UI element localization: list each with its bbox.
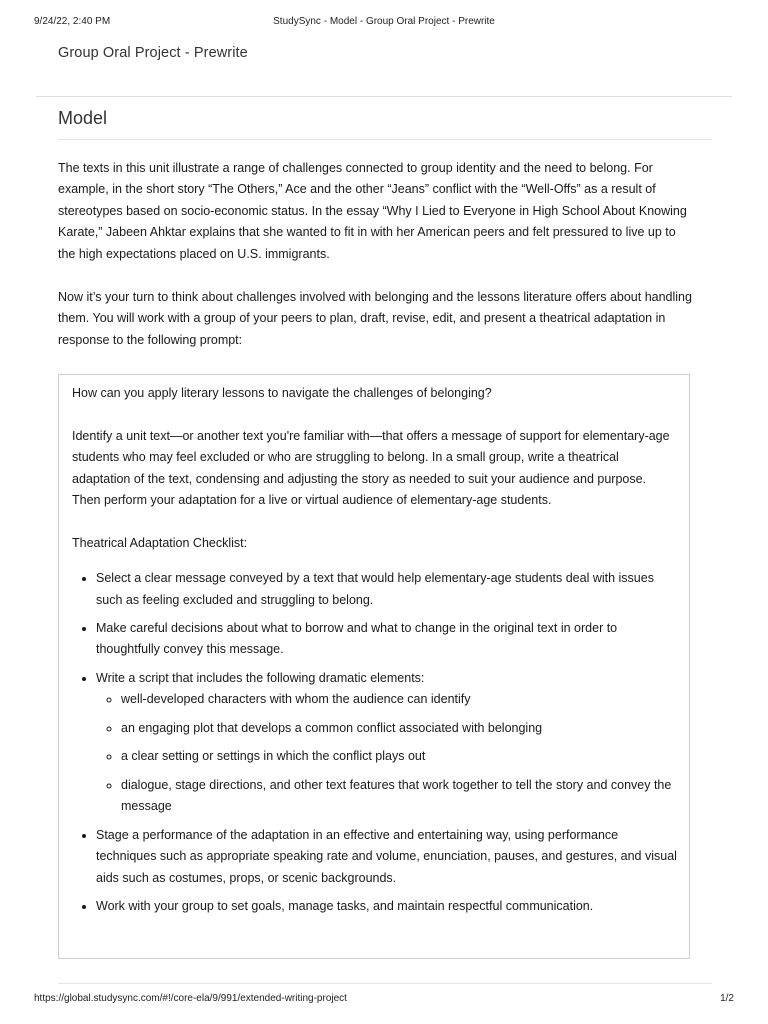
checklist-item: [96, 668, 677, 818]
page-number: 1/2: [720, 993, 734, 1004]
prompt-instructions: Identify a unit text—or another text you're familiar with—that offers a message of support for elementary-age students who may feel excluded or who are struggling to belong. In a small group, write a theatrical adaptation of the text, condensing and adjusting the story as needed to suit your audience and purpose. Then perform your adaptation for a live or virtual audience of elementary-age students.: [72, 428, 670, 508]
checklist-item-text: Write a script that includes the following dramatic elements:: [96, 670, 425, 685]
print-url: https://global.studysync.com/#!/core-ela/9/991/extended-writing-project: [34, 993, 347, 1004]
section-divider: [58, 139, 712, 140]
footer-divider: [58, 983, 712, 984]
checklist: [72, 568, 677, 917]
checklist-item-text: Make careful decisions about what to borrow and what to change in the original text in order to thoughtfully convey this message.: [96, 621, 618, 657]
prompt-box: [58, 374, 690, 959]
checklist-item: [96, 568, 677, 611]
checklist-item-text: Work with your group to set goals, manage tasks, and maintain respectful communication.: [96, 899, 594, 914]
section-heading: Model: [58, 108, 108, 128]
checklist-item-text: Stage a performance of the adaptation in an effective and entertaining way, using performance techniques such as appropriate speaking rate and volume, enunciation, pauses, and gestures, and visual aids such as costumes, props, or scenic backgrounds.: [96, 828, 677, 885]
script-element-item: ◦ dialogue, stage directions, and other text features that work together to tell the story and convey the message: [121, 775, 677, 818]
script-elements-list: [96, 689, 677, 818]
script-element-item: ◦ a clear setting or settings in which the conflict plays out: [121, 746, 677, 767]
checklist-item: [96, 896, 677, 917]
checklist-item: [96, 825, 677, 889]
header-divider: [36, 96, 732, 97]
script-element-item: ◦ well-developed characters with whom the audience can identify: [121, 689, 677, 710]
checklist-item: [96, 618, 677, 661]
intro-paragraph: The texts in this unit illustrate a range of challenges connected to group identity and the need to belong. For example, in the short story “The Others,” Ace and the other “Jeans” conflict with the “Well-Offs” as a result of stereotypes based on socio-economic status. In the essay “Why I Lied to Everyone in High School About Knowing Karate,” Jabeen Ahktar explains that she wanted to fit in with her American peers and felt pressured to live up to the high expectations placed on U.S. immigrants.: [58, 161, 687, 261]
print-header: [34, 16, 734, 30]
checklist-title: Theatrical Adaptation Checklist:: [72, 535, 248, 550]
script-element-item: ◦ an engaging plot that develops a common conflict associated with belonging: [121, 718, 677, 739]
print-date: 9/24/22, 2:40 PM: [34, 16, 111, 27]
print-footer: [34, 993, 734, 1007]
page-title: Group Oral Project - Prewrite: [58, 45, 248, 61]
checklist-item-text: Select a clear message conveyed by a text that would help elementary-age students deal with issues such as feeling excluded and struggling to belong.: [96, 571, 654, 607]
instructions-paragraph: Now it’s your turn to think about challenges involved with belonging and the lessons literature offers about handling them. You will work with a group of your peers to plan, draft, revise, edit, and present a theatrical adaptation in response to the following prompt:: [58, 290, 692, 347]
print-page-title: StudySync - Model - Group Oral Project - Prewrite: [273, 16, 495, 27]
prompt-question: How can you apply literary lessons to navigate the challenges of belonging?: [72, 386, 492, 400]
